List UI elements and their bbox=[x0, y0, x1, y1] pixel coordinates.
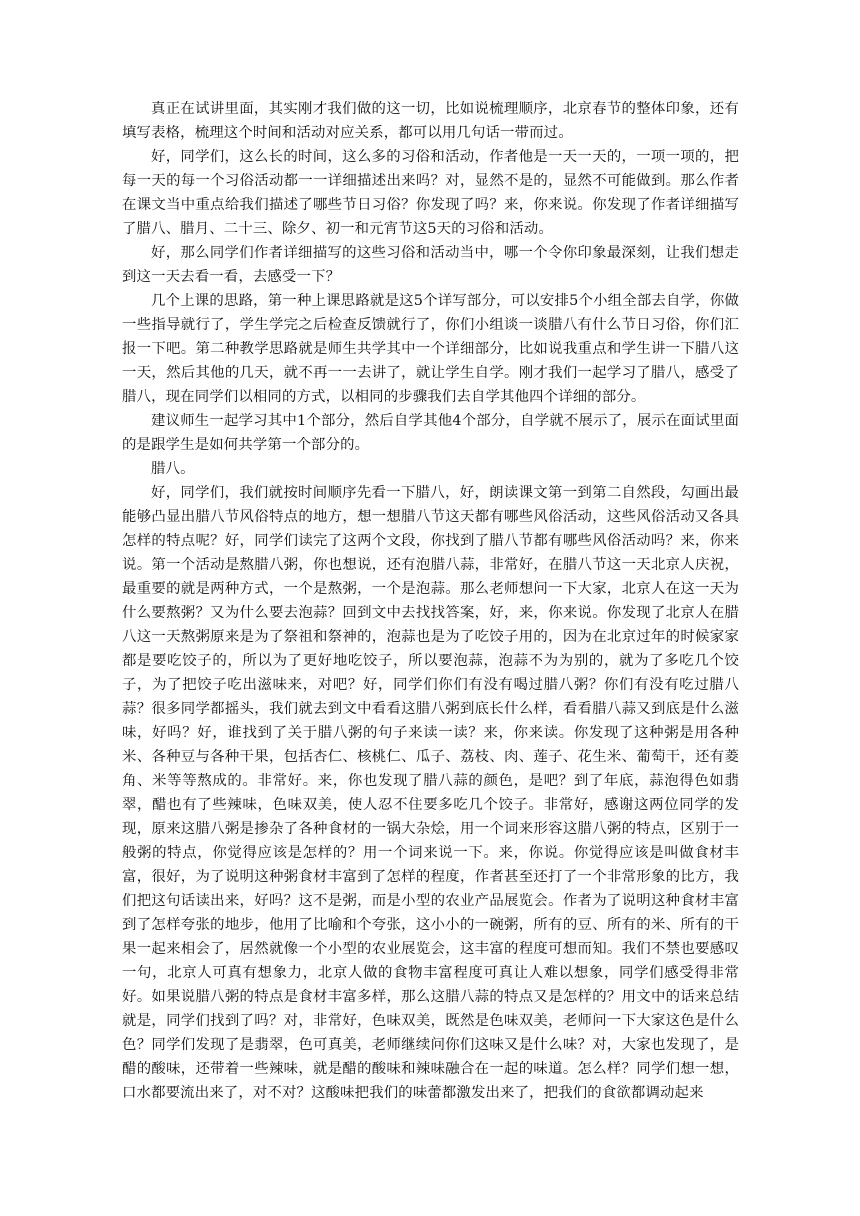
document-page bbox=[122, 97, 739, 1105]
section-heading-laba: 腊八。 bbox=[151, 461, 195, 477]
paragraph-laba-lesson: 好，同学们，我们就按时间顺序先看一下腊八，好，朗读课文第一到第二自然段，勾画出最能够凸显出腊八节风俗特点的地方，想一想腊八节这天都有哪些风俗活动，这些风俗活动又各具怎样的特点呢？好，同学们读完了这两个文段，你找到了腊八节都有哪些风俗活动吗？来，你来说。第一个活动是熬腊八粥，你也想说，还有泡腊八蒜，非常好，在腊八节这一天北京人庆祝，最重要的就是两种方式，一个是熬粥，一个是泡蒜。那么老师想问一下大家，北京人在这一天为什么要熬粥？又为什么要去泡蒜？回到文中去找找答案，好，来，你来说。你发现了北京人在腊八这一天熬粥原来是为了祭祖和祭神的，泡蒜也是为了吃饺子用的，因为在北京过年的时候家家都是要吃饺子的，所以为了更好地吃饺子，所以要泡蒜，泡蒜不为为别的，就为了多吃几个饺子，为了把饺子吃出滋味来，对吧？好，同学们你们有没有喝过腊八粥？你们有没有吃过腊八蒜？很多同学都摇头，我们就去到文中看看这腊八粥到底长什么样，看看腊八蒜又到底是什么滋味，好吗？好，谁找到了关于腊八粥的句子来读一读？来，你来读。你发现了这种粥是用各种米、各种豆与各种干果，包括杏仁、核桃仁、瓜子、荔枝、肉、莲子、花生米、葡萄干，还有菱角、米等等熬成的。非常好。来，你也发现了腊八蒜的颜色，是吧？到了年底，蒜泡得色如翡翠，醋也有了些辣味，色味双美，使人忍不住要多吃几个饺子。非常好，感谢这两位同学的发现，原来这腊八粥是掺杂了各种食材的一锅大杂烩，用一个词来形容这腊八粥的特点，区别于一般粥的特点，你觉得应该是怎样的？用一个词来说一下。来，你说。你觉得应该是叫做食材丰富，很好，为了说明这种粥食材丰富到了怎样的程度，作者甚至还打了一个非常形象的比方，我们把这句话读出来，好吗？这不是粥，而是小型的农业产品展览会。作者为了说明这种食材丰富到了怎样夸张的地步，他用了比喻和个夸张，这小小的一碗粥，所有的豆、所有的米、所有的干果一起来相会了，居然就像一个小型的农业展览会，这丰富的程度可想而知。我们不禁也要感叹一句，北京人可真有想象力，北京人做的食物丰富程度可真让人难以想象，同学们感受得非常好。如果说腊八粥的特点是食材丰富多样，那么这腊八蒜的特点又是怎样的？用文中的话来总结就是，同学们找到了吗？对，非常好，色味双美，既然是色味双美，老师问一下大家这色是什么色？同学们发现了是翡翠，色可真美，老师继续问你们这味又是什么味？对，大家也发现了，是醋的酸味，还带着一些辣味，就是醋的酸味和辣味融合在一起的味道。怎么样？同学们想一想，口水都要流出来了，对不对？这酸味把我们的味蕾都激发出来了，把我们的食欲都调动起来 bbox=[122, 485, 739, 1101]
paragraph-lesson-approaches: 几个上课的思路，第一种上课思路就是这5个详写部分，可以安排5个小组全部去自学，你做一些指导就行了，学生学完之后检查反馈就行了，你们小组谈一谈腊八有什么节日习俗，你们汇报一下吧。第二种教学思路就是师生共学其中一个详细部分，比如说我重点和学生讲一下腊八这一天，然后其他的几天，就不再一一去讲了，就让学生自学。刚才我们一起学习了腊八，感受了腊八，现在同学们以相同的方式，以相同的步骤我们去自学其他四个详细的部分。 bbox=[122, 293, 739, 405]
paragraph-deepest-impression: 好，那么同学们作者详细描写的这些习俗和活动当中，哪一个令你印象最深刻，让我们想走到这一天去看一看，去感受一下？ bbox=[122, 245, 739, 285]
paragraph-customs-overview: 好，同学们，这么长的时间，这么多的习俗和活动，作者他是一天一天的，一项一项的，把每一天的每一个习俗活动都一一详细描述出来吗？对，显然不是的，显然不可能做到。那么作者在课文当中重点给我们描述了哪些节日习俗？你发现了吗？来，你来说。你发现了作者详细描写了腊八、腊月、二十三、除夕、初一和元宵节这5天的习俗和活动。 bbox=[122, 149, 739, 237]
paragraph-trial-lecture-intro: 真正在试讲里面，其实刚才我们做的这一切，比如说梳理顺序，北京春节的整体印象，还有填写表格，梳理这个时间和活动对应关系，都可以用几句话一带而过。 bbox=[122, 101, 739, 141]
paragraph-suggestion: 建议师生一起学习其中1个部分，然后自学其他4个部分，自学就不展示了，展示在面试里面的是跟学生是如何共学第一个部分的。 bbox=[122, 413, 739, 453]
